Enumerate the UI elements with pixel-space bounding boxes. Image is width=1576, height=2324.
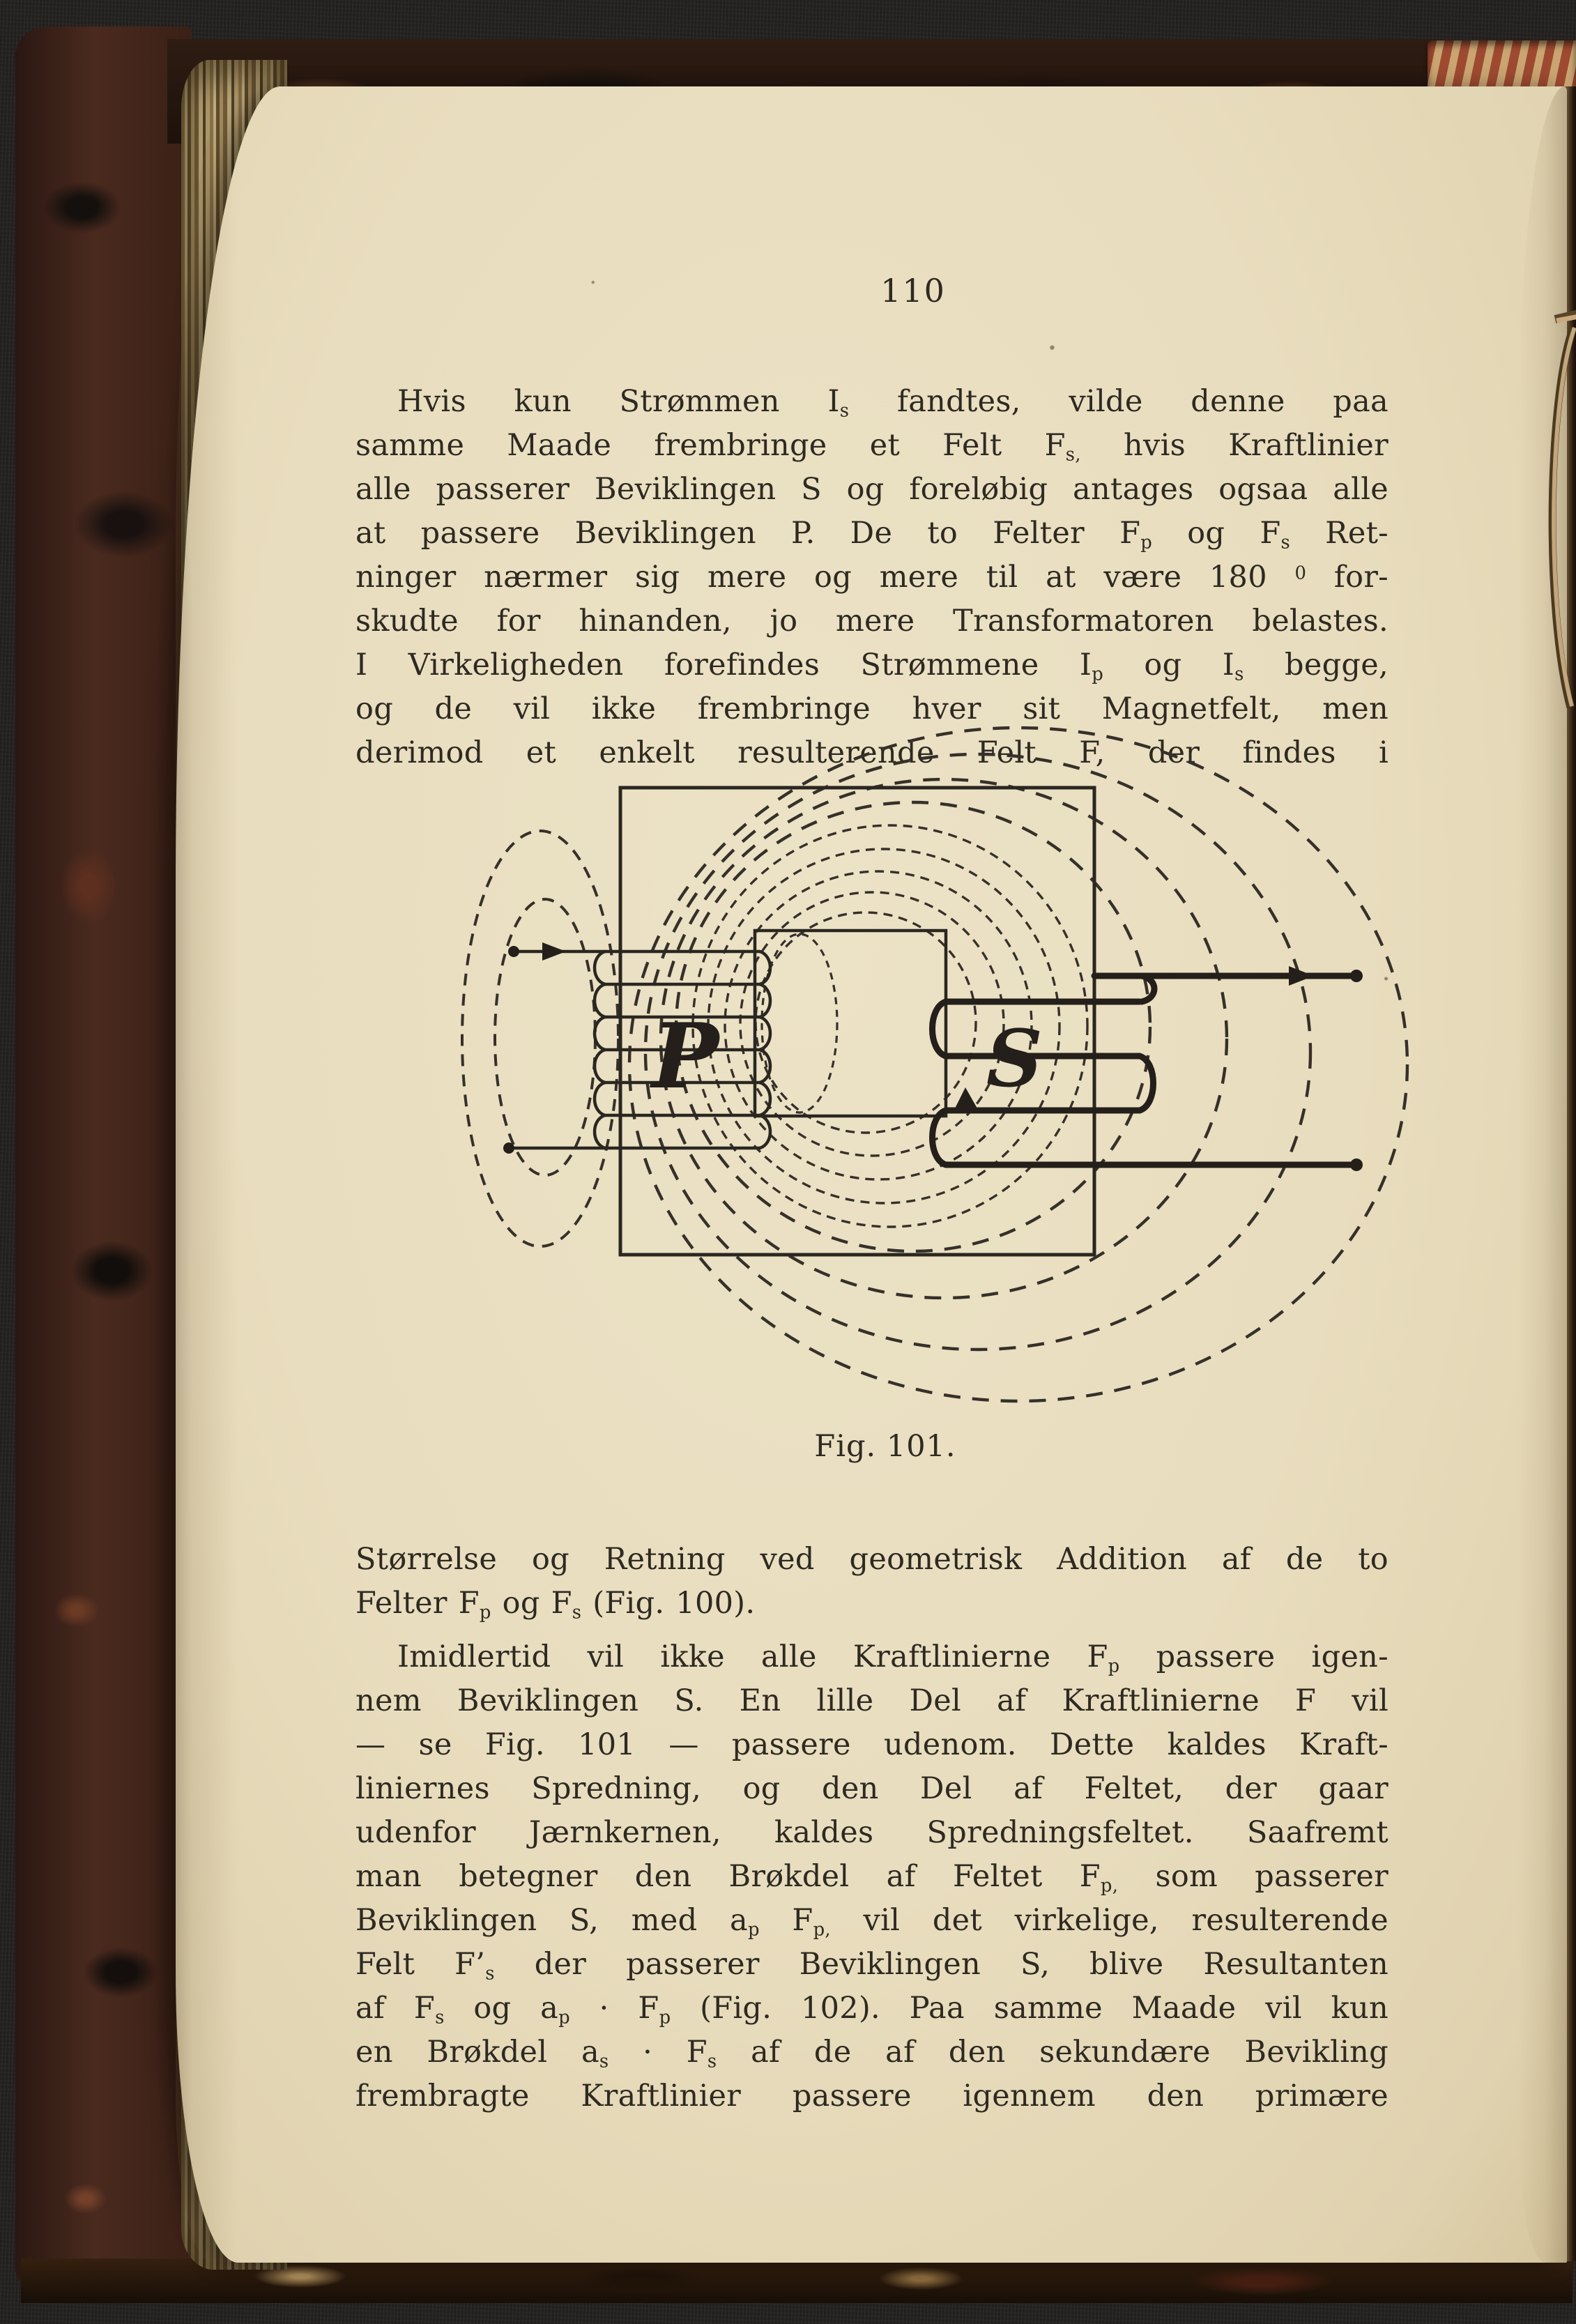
text-line: alle passerer Beviklingen S og foreløbig antages ogsaa alle <box>355 472 1388 507</box>
text-line: ninger nærmer sig mere og mere til at være 180 $^0$ for- <box>355 560 1388 595</box>
figure-caption: Fig. 101. <box>814 1429 956 1464</box>
paragraph-3 <box>355 1635 1388 2118</box>
text-line: af $F_s$ og $a_p \cdot F_p$ (Fig. 102). Paa samme Maade vil kun <box>355 1991 1389 2028</box>
book-cover-left <box>15 26 191 2289</box>
flux-field-lines <box>462 728 1407 1401</box>
text-line: at passere Beviklingen P. De to Felter $F_p$ og $F_s$ Ret- <box>355 516 1388 553</box>
text-line: I Virkeligheden forefindes Strømmene $I_p$ og $I_s$ begge, <box>355 648 1388 685</box>
text-line: skudte for hinanden, jo mere Transformatoren belastes. <box>355 604 1388 639</box>
text-line: frembragte Kraftlinier passere igennem den primære <box>355 2079 1388 2113</box>
text-line: og de vil ikke frembringe hver sit Magnetfelt, men <box>355 691 1388 726</box>
window-flux-loop <box>762 934 837 1113</box>
transformer-figure <box>390 711 1471 1422</box>
text-line: Hvis kun Strømmen $I_s$ fandtes, vilde denne paa <box>397 384 1388 422</box>
text-line: nem Beviklingen S. En lille Del af Kraftlinierne F vil <box>355 1683 1388 1718</box>
text-line: samme Maade frembringe et Felt $F_{s,}$ hvis Kraftlinier <box>355 428 1388 466</box>
text-line: Imidlertid vil ikke alle Kraftlinierne $F_p$ passere igen- <box>397 1639 1388 1677</box>
secondary-winding-label: S <box>986 1014 1043 1105</box>
paragraph-2 <box>355 1538 1388 1626</box>
text-line: Størrelse og Retning ved geometrisk Addition af de to <box>355 1542 1388 1577</box>
book-page <box>176 86 1567 2263</box>
primary-winding-label: P <box>652 1004 719 1109</box>
current-arrow-primary <box>542 942 566 961</box>
text-line: Felt $F’_s$ der passerer Beviklingen S, blive Resultanten <box>355 1947 1388 1985</box>
page-number: 110 <box>880 272 946 309</box>
text-line: Beviklingen S, med $a_p$ $F_{p,}$ vil det virkelige, resulterende <box>355 1903 1388 1941</box>
primary-lead-wires <box>503 942 566 1154</box>
text-line: — se Fig. 101 — passere udenom. Dette kaldes Kraft- <box>355 1727 1388 1762</box>
text-line: udenfor Jærnkernen, kaldes Spredningsfeltet. Saafremt <box>355 1815 1388 1850</box>
coil-arrow <box>953 1087 977 1113</box>
text-line: en Brøkdel $a_s \cdot F_s$ af de af den sekundære Bevikling <box>355 2035 1388 2072</box>
current-arrow-secondary <box>1289 966 1314 986</box>
book-headband <box>1428 40 1576 92</box>
text-line: liniernes Spredning, og den Del af Feltet, der gaar <box>355 1771 1388 1806</box>
text-line: derimod et enkelt resulterende Felt F, der findes i <box>355 735 1388 770</box>
binding-thread <box>1523 300 1576 732</box>
text-line: man betegner den Brøkdel af Feltet $F_{p,}$ som passerer <box>355 1859 1388 1897</box>
text-line: Felter $F_p$ og $F_s$ (Fig. 100). <box>355 1586 756 1623</box>
